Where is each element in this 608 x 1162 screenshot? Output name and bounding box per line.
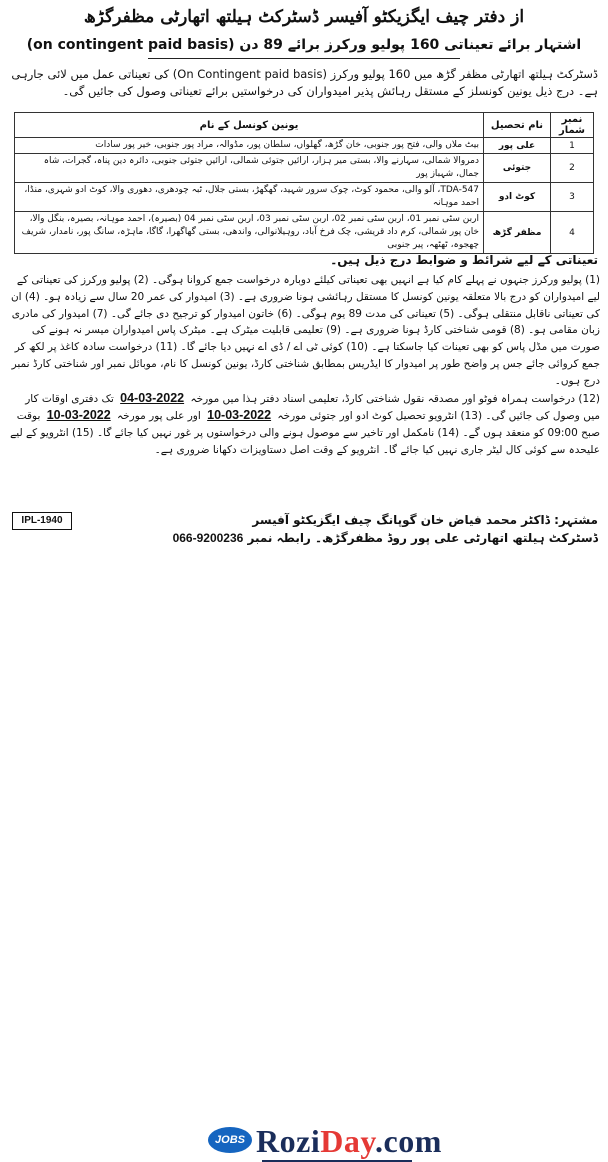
condition-12-text: (12) درخواست ہمراہ فوٹو اور مصدقہ نقول شناختی کارڈ، تعلیمی اسناد دفتر ہذا میں مورخہ — [190, 392, 600, 405]
condition-13-text-alipur: اور علی پور مورخہ — [117, 410, 201, 423]
row-tehsil: کوٹ ادو — [484, 183, 551, 212]
conditions-body — [8, 272, 600, 459]
interview-date-kotaddu-jatoi: 10-03-2022 — [207, 408, 272, 423]
ipl-number: IPL-1940 — [12, 512, 72, 530]
interview-date-alipur: 10-03-2022 — [46, 408, 111, 423]
brand-part-a: Rozi — [256, 1123, 321, 1159]
row-tehsil: مظفر گڑھ — [484, 212, 551, 254]
row-union-councils: دمروالا شمالی، سہارنے والا، بستی میر ہزار، ارائیں جتوئی شمالی، ارائیں جتوئی جنوبی، دائرہ دین پناہ، گجرات، شاہ جمال، شہباز پور — [15, 154, 484, 183]
advert-intro: ڈسٹرکٹ ہیلتھ اتھارٹی مظفر گڑھ میں 160 پولیو ورکرز (On Contingent paid basis) کی تعیناتی عمل میں لائی جارہی ہے۔ درج ذیل یونین کونسلز کے مستقل رہائش پذیر امیدواران کی درخواستیں برائے تعیناتی وصول کی جائیں گی۔ — [11, 67, 598, 98]
watermark-footer — [0, 563, 608, 1159]
headline-underline — [148, 58, 460, 59]
row-serial: 3 — [551, 183, 594, 212]
row-union-councils: بیٹ ملاں والی، فتح پور جنوبی، خان گڑھ، گھلواں، سلطان پور، مڈوالہ، مراد پور جنوبی، خیر پور سادات — [15, 138, 484, 154]
submission-date: 04-03-2022 — [120, 390, 185, 405]
condition-14-15-text: کو منعقد ہوں گے۔ (14) نامکمل اور تاخیر سے موصول ہونے والی درخواستوں پر غور نہیں کیا جائے گا۔ (15) انٹرویو کے لیے علیحدہ سے کوئی کال لیٹر جاری نہیں کیا جائے گا۔ انٹرویو کے وقت اصل دستاویزات دکھانا ضروری ہے۔ — [10, 427, 600, 456]
issuer-block — [80, 511, 598, 547]
row-tehsil: جتوئی — [484, 154, 551, 183]
table-row — [15, 212, 594, 254]
row-union-councils: اربن سٹی نمبر 01، اربن سٹی نمبر 02، اربن سٹی نمبر 03، اربن سٹی نمبر 04 (بصیرہ)، احمد موہانہ، بصیرہ، بنگل والا، خان پور شمالی، کرم داد قریشی، چک فرخ آباد، روہیلانوالی، واندھی، بستی گھاگھرا، گاگا، ماہڑہ، سانگ پور، نامدار، شریف چھجوہ، ٹھٹھہ، پیر جنوبی — [15, 212, 484, 254]
issuer-name: مشتہر: ڈاکٹر محمد فیاض خان گوپانگ چیف ایگزیکٹو آفیسر — [252, 513, 598, 527]
conditions-paragraph: (1) پولیو ورکرز جنہوں نے پہلے کام کیا ہے انہیں بھی تعیناتی کیلئے دوبارہ درخواست جمع کروانا ہوگی۔ (2) پولیو ورکرز کی تعیناتی کے لیے امیدواران کو درج بالا متعلقہ یونین کونسل کا مستقل رہائشی ہونا ضروری ہے۔ (3) امیدوار کی عمر 20 سال سے زیادہ ہو۔ (4) ان کی تعیناتی ناقابل منتقلی ہوگی۔ (5) تعیناتی کی مدت 89 یوم ہوگی۔ (6) خاتون امیدوار کو ترجیح دی جائے گی۔ (7) امیدوار کی مادری زبان مقامی ہو۔ (8) قومی شناختی کارڈ ہونا ضروری ہے۔ (9) تعلیمی قابلیت میٹرک ہے۔ میٹرک پاس امیدواران میسر نہ ہونے کی صورت میں مڈل پاس کو بھی تعینات کیا جاسکتا ہے۔ (10) کوئی ٹی اے / ڈی اے نہیں دیا جائے گا۔ (11) درخواست سادہ کاغذ پر لکھ کر جمع کروائی جائے جس پر واضح طور پر امیدوار کا ایڈریس بمطابق شناختی کارڈ، یونین کونسل کا نام، موبائل نمبر اور شناختی کارڈ نمبر درج ہوں۔ — [10, 274, 600, 387]
header-union-councils: یونین کونسل کے نام — [15, 113, 484, 138]
advert-headline: اشتہار برائے تعیناتی 160 پولیو ورکرز برائے 89 دن (on contingent paid basis) — [26, 37, 582, 53]
table-header-row — [15, 113, 594, 138]
table-row — [15, 154, 594, 183]
table-row — [15, 138, 594, 154]
row-serial: 2 — [551, 154, 594, 183]
brand-part-c: .com — [375, 1123, 442, 1159]
union-council-table — [14, 112, 594, 254]
office-title: از دفتر چیف ایگزیکٹو آفیسر ڈسٹرکٹ ہیلتھ اتھارٹی مظفرگڑھ — [83, 7, 525, 27]
issuer-phone: 066-9200236 — [172, 531, 244, 545]
jobs-badge-icon: JOBS — [208, 1127, 252, 1153]
row-serial: 1 — [551, 138, 594, 154]
row-serial: 4 — [551, 212, 594, 254]
header-serial: نمبر شمار — [551, 113, 594, 138]
header-tehsil: نام تحصیل — [484, 113, 551, 138]
brand-part-b: Day — [320, 1123, 376, 1159]
issuer-address — [80, 529, 598, 547]
condition-13-text: تک دفتری اوقات کار میں وصول کی جائیں گی۔ (13) انٹرویو تحصیل کوٹ ادو اور جتوئی مورخہ — [25, 392, 600, 423]
interview-time: بوقت صبح 09:00 — [16, 410, 600, 440]
conditions-title: تعیناتی کے لیے شرائط و ضوابط درج ذیل ہیں۔ — [330, 253, 598, 267]
brand-logo — [256, 1123, 442, 1160]
issuer-address-text: ڈسٹرکٹ ہیلتھ اتھارٹی علی پور روڈ مظفرگڑھ۔ رابطہ نمبر — [247, 531, 598, 545]
conditions-paragraph — [8, 390, 600, 459]
table-row — [15, 183, 594, 212]
row-union-councils: TDA-547، آلو والی، محمود کوٹ، چوک سرور شہید، گھگھڑ، بستی جلال، ٹبہ چودھری، دھوری والا، کوٹ ادو شہری، منڈا، احمد موہانہ — [15, 183, 484, 212]
row-tehsil: علی پور — [484, 138, 551, 154]
